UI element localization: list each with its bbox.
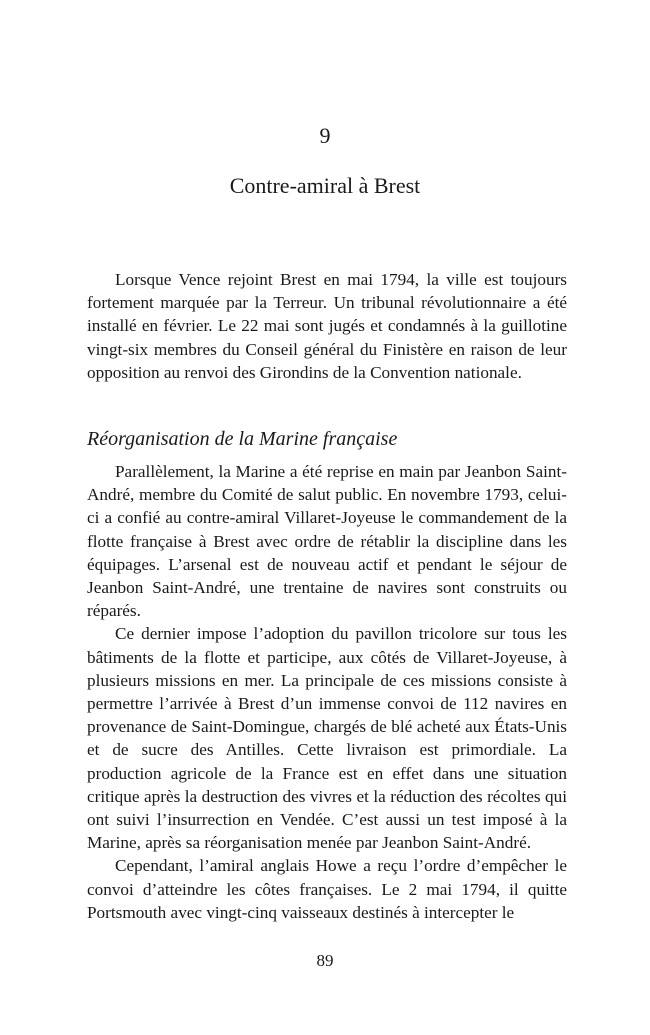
intro-text (87, 268, 567, 384)
chapter-number: 9 (319, 123, 331, 148)
paragraph: Parallèlement, la Marine a été reprise en main par Jeanbon Saint-André, membre du Comité de salut public. En novembre 1793, celui-ci a confié au contre-amiral Villaret-Joyeuse le commandement de la flotte française à Brest avec ordre de rétablir la discipline dans les équipages. L’arsenal est de nouveau actif et pendant le séjour de Jeanbon Saint-André, une trentaine de navires sont construits ou réparés. (87, 462, 567, 621)
section-body (87, 460, 567, 924)
paragraph: Ce dernier impose l’adoption du pavillon tricolore sur tous les bâtiments de la flotte et participe, aux côtés de Villaret-Joyeuse, à plusieurs missions en mer. La principale de ces missions consiste à permettre l’arrivée à Brest d’un immense convoi de 112 navires en provenance de Saint-Domingue, chargés de blé acheté aux États-Unis et de sucre des Antilles. Cette livraison est primordiale. La production agricole de la France est en effet dans une situation critique après la destruction des vivres et la réduction des récoltes qui ont suivi l’insurrection en Vendée. C’est aussi un test imposé à la Marine, après sa réorganisation menée par Jeanbon Saint-André. (87, 624, 567, 853)
paragraph: Lorsque Vence rejoint Brest en mai 1794, la ville est toujours fortement marquée par la Terreur. Un tribunal révolutionnaire a été installé en février. Le 22 mai sont jugés et condamnés à la guillotine vingt-six membres du Conseil général du Finistère en raison de leur opposition au renvoi des Girondins de la Convention nationale. (87, 270, 567, 382)
paragraph: Cependant, l’amiral anglais Howe a reçu l’ordre d’empêcher le convoi d’atteindre les côtes françaises. Le 2 mai 1794, il quitte Portsmouth avec vingt-cinq vaisseaux destinés à intercepter le (87, 856, 567, 922)
chapter-title: Contre-amiral à Brest (229, 173, 421, 198)
page-number: 89 (316, 951, 334, 970)
section-heading: Réorganisation de la Marine française (87, 428, 398, 450)
